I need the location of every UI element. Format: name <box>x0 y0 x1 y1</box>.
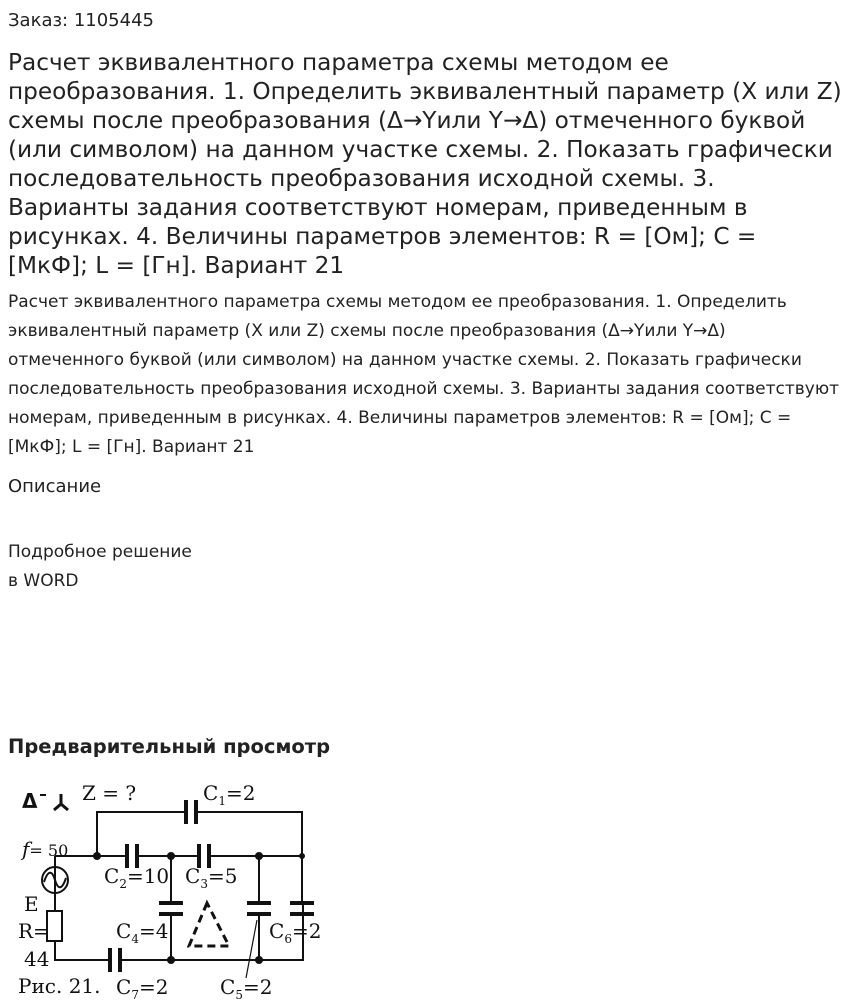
order-number: Заказ: 1105445 <box>8 10 154 31</box>
figure-caption: Рис. 21. <box>18 974 101 998</box>
star-icon <box>54 794 68 810</box>
solution-note <box>8 538 192 596</box>
node <box>167 852 175 860</box>
node <box>167 956 175 964</box>
wire-left <box>55 856 303 960</box>
c5-label: $C_5=2$ <box>220 975 273 1002</box>
c3-label: $C_3=5$ <box>185 864 238 891</box>
c6-label: $C_6=2$ <box>269 919 322 946</box>
node <box>299 853 305 859</box>
node <box>255 852 263 860</box>
c2-label: $C_2=10$ <box>104 864 170 891</box>
e-label: E <box>24 892 39 916</box>
delta-marker <box>189 903 229 946</box>
z-label: Z = ? <box>82 781 137 805</box>
circuit-diagram <box>0 770 340 1006</box>
preview-heading: Предварительный просмотр <box>8 735 331 758</box>
page-title: Расчет эквивалентного параметра схемы методом ее преобразования. 1. Определить эквивалентный параметр (X или Z) схемы после преобразования (Δ→Yили Y→Δ) отмеченного буквой (или символом) на данном участке схемы. 2. Показать графически последовательность преобразования исходной схемы. 3. Варианты задания соответствуют номерам, приведенным в рисунках. 4. Величины параметров элементов: R = [Ом]; С = [МкФ]; L = [Гн]. Вариант 21 <box>8 49 842 279</box>
node <box>93 852 101 860</box>
solution-line-1: Подробное решение <box>8 542 192 562</box>
c4-label: $C_4=4$ <box>116 919 169 946</box>
f-label: f= 50 <box>22 837 69 861</box>
c1-label: $C_1=2$ <box>203 781 256 808</box>
c7-label: $C_7=2$ <box>116 975 169 1002</box>
task-description: Расчет эквивалентного параметра схемы методом ее преобразования. 1. Определить эквивалентный параметр (X или Z) схемы после преобразования (Δ→Yили Y→Δ) отмеченного буквой (или символом) на данном участке схемы. 2. Показать графически последовательность преобразования исходной схемы. 3. Варианты задания соответствуют номерам, приведенным в рисунках. 4. Величины параметров элементов: R = [Ом]; С = [МкФ]; L = [Гн]. Вариант 21 <box>8 292 840 457</box>
description-label: Описание <box>8 476 102 497</box>
node <box>255 956 263 964</box>
r-label: R= <box>18 919 50 943</box>
r-value: 44 <box>24 947 50 971</box>
delta-symbol: Δ <box>22 789 38 813</box>
solution-line-2: в WORD <box>8 571 79 591</box>
